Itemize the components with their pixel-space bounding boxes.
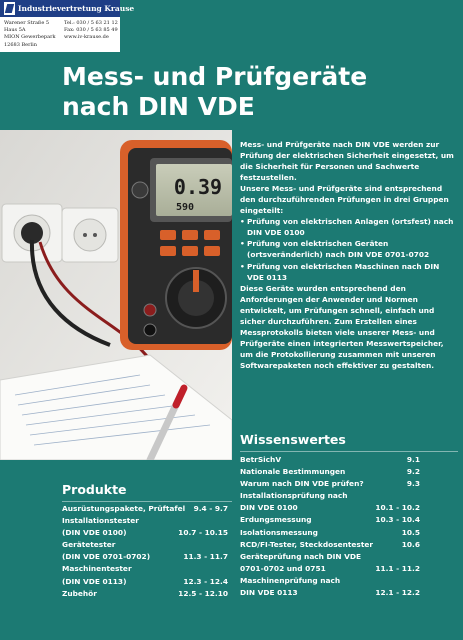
toc-label: Zubehör: [62, 588, 97, 598]
toc-row[interactable]: [62, 551, 228, 563]
toc-row[interactable]: [62, 527, 228, 539]
product-photo: [0, 130, 232, 460]
toc-label: Installationstester: [62, 516, 139, 526]
section-title-wissenswertes: Wissenswertes: [240, 432, 346, 447]
toc-page: 12.3 - 12.4: [183, 576, 228, 586]
toc-label: Ausrüstungspakete, Prüftafel: [62, 504, 186, 513]
toc-label: Installationsprüfung nach: [240, 491, 348, 501]
toc-page: 10.5: [401, 527, 420, 537]
intro-text: [240, 139, 458, 371]
toc-row[interactable]: [240, 527, 420, 539]
toc-page: 10.1 - 10.2: [375, 503, 420, 513]
toc-label: Warum nach DIN VDE prüfen?: [240, 479, 364, 489]
toc-page: 10.6: [401, 539, 420, 549]
toc-label: (DIN VDE 0701-0702): [62, 552, 151, 562]
toc-row[interactable]: [62, 576, 228, 588]
toc-page: 12.1 - 12.2: [375, 588, 420, 598]
toc-page: 9.4 - 9.7: [193, 504, 228, 513]
page-title-line: nach DIN VDE: [62, 92, 255, 121]
brand-bar: [0, 0, 135, 17]
address-block: [4, 20, 56, 49]
toc-label: Gerätetester: [62, 540, 116, 550]
toc-label: Nationale Bestimmungen: [240, 467, 346, 477]
meter-display-reading: 0.39: [173, 175, 223, 199]
intro-bullet: • Prüfung von elektrischen Geräten (ortsveränderlich) nach DIN VDE 0701-0702: [240, 238, 458, 260]
toc-label: Geräteprüfung nach DIN VDE: [240, 551, 362, 561]
intro-bullet-list: [240, 216, 458, 282]
toc-label: Isolationsmessung: [240, 527, 318, 537]
toc-row[interactable]: [62, 503, 228, 515]
toc-row: [62, 515, 228, 527]
page-title-line: Mess- und Prüfgeräte: [62, 62, 368, 91]
intro-paragraph: Mess- und Prüfgeräte nach DIN VDE werden zur Prüfung der elektrischen Sicherheit eingesetzt, um die Sicherheit für Personen und Sachwerte festzustellen.: [240, 140, 454, 183]
toc-row[interactable]: [62, 588, 228, 600]
toc-row[interactable]: [240, 539, 420, 551]
wissenswertes-list: [240, 454, 420, 599]
toc-label: (DIN VDE 0100): [62, 528, 127, 538]
toc-page: 9.1: [406, 455, 420, 464]
toc-row: [240, 575, 420, 587]
toc-page: 11.3 - 11.7: [183, 552, 228, 562]
address-line: Warener Straße 5: [4, 20, 50, 26]
toc-row[interactable]: [240, 563, 420, 575]
toc-page: 12.5 - 12.10: [178, 588, 228, 598]
toc-row: [240, 551, 420, 563]
toc-row[interactable]: [240, 478, 420, 490]
toc-row: [62, 539, 228, 551]
toc-label: RCD/FI-Tester, Steckdosentester: [240, 539, 374, 549]
produkte-list: [62, 503, 228, 600]
contact-block: [64, 20, 118, 42]
intro-paragraph: Diese Geräte wurden entsprechend den Anforderungen der Anwender und Normen entwickelt, um Prüfungen schnell, einfach und sicher durchzuführen. Zum Erstellen eines Messprotokolls bieten viele unserer Mess- und Prüfgeräte einen integrierten Messwertspeicher, um die Protokollierung zusammen mit unseren Softwarepaketen noch effektiver zu gestalten.: [240, 283, 444, 370]
toc-row: [62, 563, 228, 575]
fax-line: Fax: 030 / 5 63 85 49: [64, 27, 118, 34]
toc-page: 9.2: [406, 467, 420, 477]
intro-paragraph: Unsere Mess- und Prüfgeräte sind entsprechend den durchzuführenden Prüfungen in drei Gruppen eingeteilt:: [240, 184, 449, 216]
toc-row[interactable]: [240, 454, 420, 466]
address-line: MION Gewerbepark: [4, 34, 56, 41]
address-line: 12683 Berlin: [4, 41, 37, 48]
address-line: Haus 5A: [4, 27, 26, 34]
toc-row[interactable]: [240, 587, 420, 599]
toc-row[interactable]: [240, 514, 420, 526]
wall-socket: [2, 204, 118, 262]
toc-label: Erdungsmessung: [240, 515, 312, 525]
website-link[interactable]: www.iv-krause.de: [64, 34, 109, 41]
toc-row[interactable]: [240, 502, 420, 514]
company-logo: [4, 2, 15, 15]
toc-row: [240, 490, 420, 502]
meter-display-secondary: 590: [176, 202, 195, 213]
divider: [240, 451, 458, 452]
divider: [62, 501, 232, 502]
toc-label: Maschinentester: [62, 564, 132, 574]
toc-label: DIN VDE 0100: [240, 503, 298, 513]
company-header: [0, 0, 135, 52]
toc-label: 0701-0702 und 0751: [240, 563, 326, 573]
toc-row[interactable]: [240, 466, 420, 478]
multimeter: [120, 140, 232, 350]
section-title-produkte: Produkte: [62, 482, 127, 497]
toc-page: 9.3: [406, 479, 420, 489]
toc-label: (DIN VDE 0113): [62, 576, 127, 586]
page-title: [62, 62, 367, 122]
intro-bullet: • Prüfung von elektrischen Maschinen nach DIN VDE 0113: [240, 261, 458, 283]
toc-page: 11.1 - 11.2: [375, 563, 420, 573]
intro-bullet: • Prüfung von elektrischen Anlagen (ortsfest) nach DIN VDE 0100: [240, 216, 458, 238]
toc-label: BetrSichV: [240, 455, 282, 464]
phone-line: Tel.: 030 / 5 63 21 12: [64, 20, 118, 26]
company-name: Industrievertretung Krause: [18, 4, 135, 13]
toc-page: 10.7 - 10.15: [178, 528, 228, 538]
toc-label: Maschinenprüfung nach: [240, 575, 341, 585]
toc-page: 10.3 - 10.4: [375, 515, 420, 525]
toc-label: DIN VDE 0113: [240, 588, 298, 598]
